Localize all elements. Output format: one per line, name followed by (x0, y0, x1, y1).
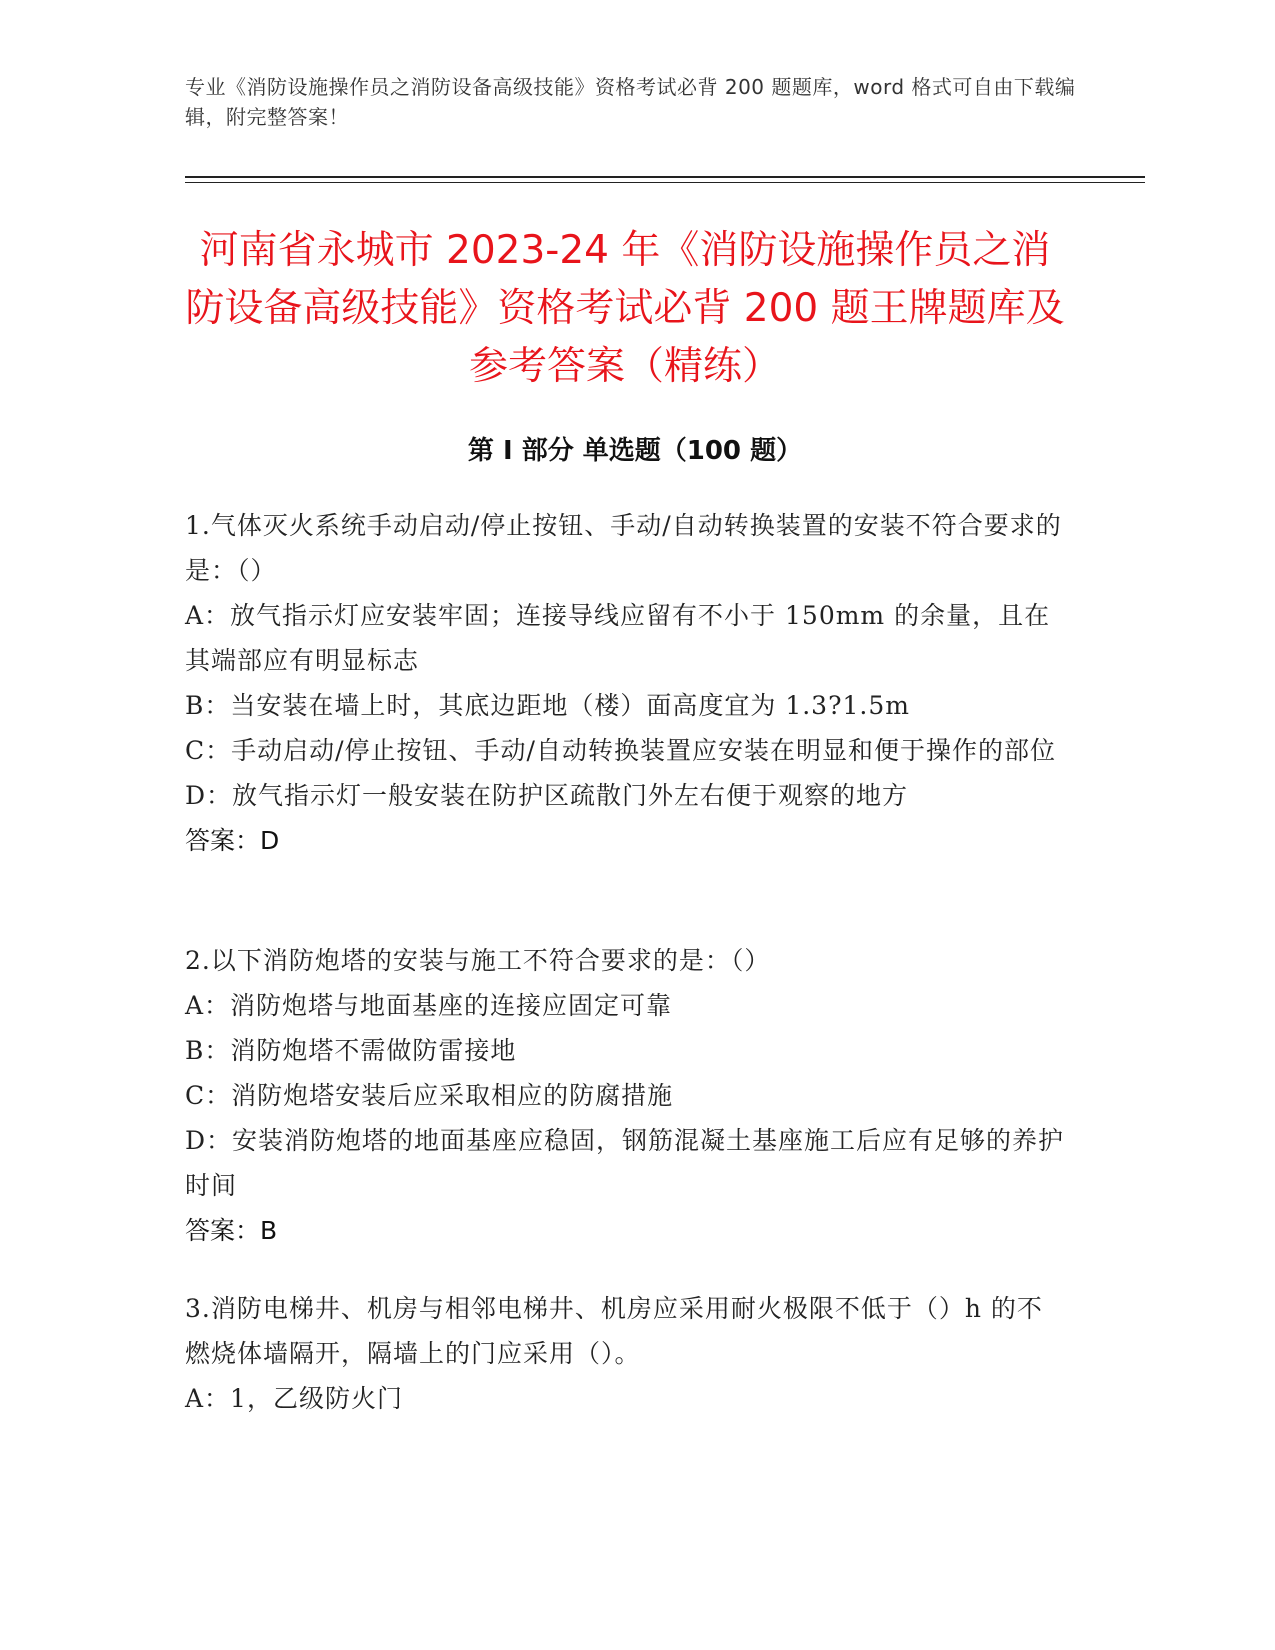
question-stem: 3.消防电梯井、机房与相邻电梯井、机房应采用耐火极限不低于（）h 的不燃烧体墙隔开，隔墙上的门应采用（）。 (185, 1294, 1043, 1368)
header-divider-thin (185, 182, 1145, 183)
question-2 (185, 938, 1065, 1253)
option-d: D：放气指示灯一般安装在防护区疏散门外左右便于观察的地方 (185, 781, 909, 810)
option-c: C：消防炮塔安装后应采取相应的防腐措施 (185, 1081, 674, 1110)
answer: 答案：D (185, 826, 280, 855)
question-3 (185, 1286, 1065, 1421)
header-divider (185, 176, 1145, 178)
section-title: 第 I 部分 单选题（100 题） (467, 436, 803, 466)
option-d: D：安装消防炮塔的地面基座应稳固，钢筋混凝土基座施工后应有足够的养护时间 (185, 1126, 1065, 1200)
question-1 (185, 503, 1065, 863)
header-note: 专业《消防设施操作员之消防设备高级技能》资格考试必背 200 题题库，word 格式可自由下载编辑，附完整答案！ (185, 75, 1076, 129)
answer: 答案：B (185, 1216, 278, 1245)
question-stem: 2.以下消防炮塔的安装与施工不符合要求的是：（） (185, 946, 771, 975)
question-stem: 1.气体灭火系统手动启动/停止按钮、手动/自动转换装置的安装不符合要求的是：（） (185, 511, 1062, 585)
option-b: B：消防炮塔不需做防雷接地 (185, 1036, 517, 1065)
option-a: A：放气指示灯应安装牢固；连接导线应留有不小于 150mm 的余量，且在其端部应有明显标志 (185, 601, 1051, 675)
option-a: A：1，乙级防火门 (185, 1384, 403, 1413)
option-a: A：消防炮塔与地面基座的连接应固定可靠 (185, 991, 673, 1020)
document-title: 河南省永城市 2023-24 年《消防设施操作员之消防设备高级技能》资格考试必背 200 题王牌题库及参考答案（精练） (185, 228, 1065, 389)
option-b: B：当安装在墙上时，其底边距地（楼）面高度宜为 1.3?1.5m (185, 691, 910, 720)
option-c: C：手动启动/停止按钮、手动/自动转换装置应安装在明显和便于操作的部位 (185, 736, 1056, 765)
